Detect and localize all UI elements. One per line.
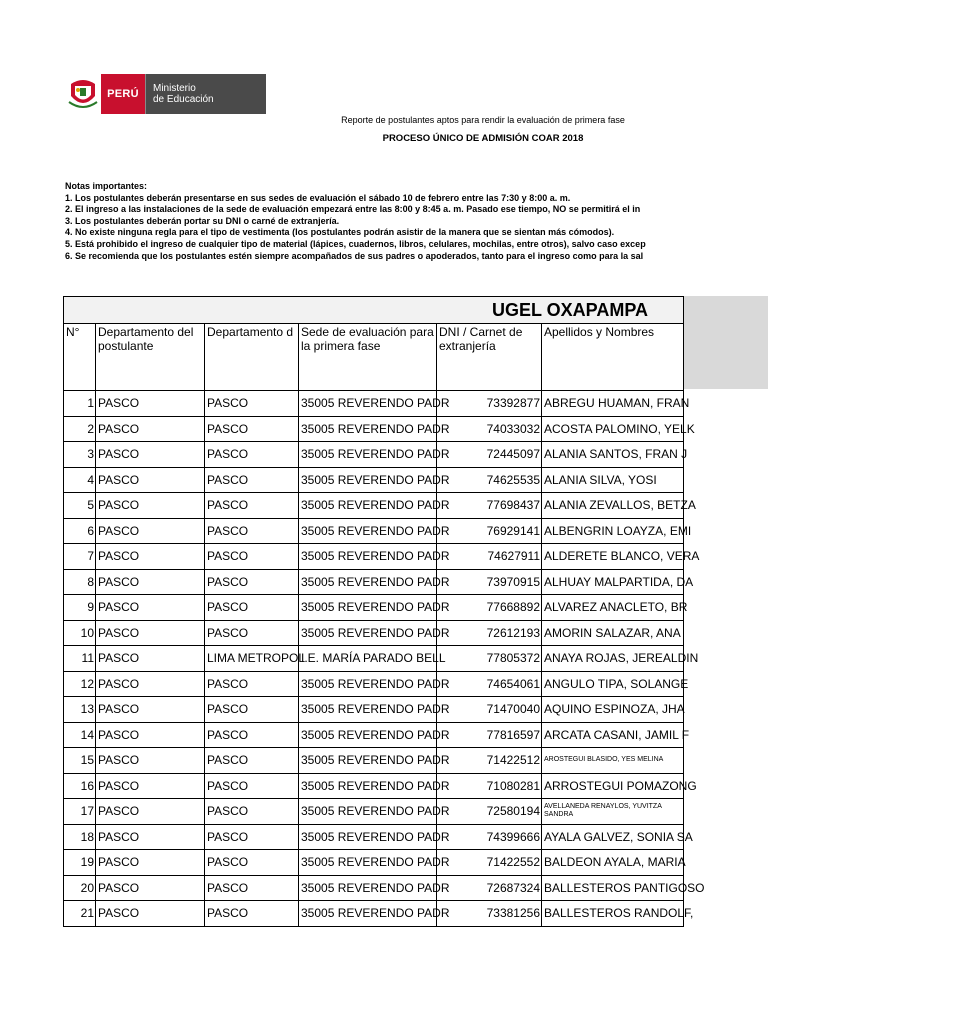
- cell-number: 5: [64, 493, 96, 519]
- table-row: [64, 671, 684, 697]
- cell-number: 8: [64, 569, 96, 595]
- cell-number: 4: [64, 467, 96, 493]
- table-row: [64, 391, 684, 417]
- cell-dni: 73392877: [437, 391, 542, 417]
- table-row: [64, 544, 684, 570]
- cell-department-2: PASCO: [205, 442, 299, 468]
- cell-number: 12: [64, 671, 96, 697]
- table-row: [64, 748, 684, 774]
- cell-department-2: PASCO: [205, 544, 299, 570]
- cell-department: PASCO: [96, 646, 205, 672]
- cell-dni: 77698437: [437, 493, 542, 519]
- cell-department: PASCO: [96, 518, 205, 544]
- cell-venue: 35005 REVERENDO PADR: [299, 620, 437, 646]
- cell-department: PASCO: [96, 901, 205, 927]
- ugel-title: UGEL OXAPAMPA: [492, 299, 649, 320]
- cell-dni: 72580194: [437, 799, 542, 825]
- cell-name: ALANIA ZEVALLOS, BETZA: [542, 493, 684, 519]
- table-row: [64, 595, 684, 621]
- cell-department-2: PASCO: [205, 901, 299, 927]
- cell-department: PASCO: [96, 569, 205, 595]
- cell-name: ARCATA CASANI, JAMIL F: [542, 722, 684, 748]
- cell-name: AROSTEGUI BLASIDO, YES MELINA: [542, 748, 684, 774]
- cell-name: AVELLANEDA RENAYLOS, YUVITZA SANDRA: [542, 799, 684, 825]
- cell-department-2: PASCO: [205, 722, 299, 748]
- cell-name: ALANIA SANTOS, FRAN J: [542, 442, 684, 468]
- cell-venue: 35005 REVERENDO PADR: [299, 518, 437, 544]
- cell-department: PASCO: [96, 799, 205, 825]
- cell-department-2: PASCO: [205, 697, 299, 723]
- applicants-table: [63, 296, 705, 927]
- cell-department: PASCO: [96, 391, 205, 417]
- cell-dni: 72445097: [437, 442, 542, 468]
- cell-name: ACOSTA PALOMINO, YELK: [542, 416, 684, 442]
- cell-number: 19: [64, 850, 96, 876]
- cell-name: ABREGU HUAMAN, FRAN: [542, 391, 684, 417]
- cell-number: 14: [64, 722, 96, 748]
- cell-dni: 76929141: [437, 518, 542, 544]
- cell-department-2: PASCO: [205, 569, 299, 595]
- cell-number: 13: [64, 697, 96, 723]
- cell-department: PASCO: [96, 416, 205, 442]
- note-item: 5. Está prohibido el ingreso de cualquier tipo de material (lápices, cuadernos, libros, celulares, mochilas, entre otros), salvo caso excep: [65, 238, 646, 249]
- cell-department-2: LIMA METROPOL: [205, 646, 299, 672]
- cell-dni: 71422552: [437, 850, 542, 876]
- cell-department-2: PASCO: [205, 850, 299, 876]
- cell-venue: 35005 REVERENDO PADR: [299, 722, 437, 748]
- table-row: [64, 569, 684, 595]
- table-row: [64, 722, 684, 748]
- note-item: 4. No existe ninguna regla para el tipo de vestimenta (los postulantes podrán asistir de la manera que se sientan más cómodos).: [65, 227, 615, 238]
- cell-department-2: PASCO: [205, 875, 299, 901]
- logo-country-label: PERÚ: [101, 74, 145, 114]
- cell-name: ALANIA SILVA, YOSI: [542, 467, 684, 493]
- cell-department: PASCO: [96, 493, 205, 519]
- cell-number: 7: [64, 544, 96, 570]
- cell-number: 6: [64, 518, 96, 544]
- cell-dni: 77805372: [437, 646, 542, 672]
- table-row: [64, 620, 684, 646]
- note-item: 6. Se recomienda que los postulantes estén siempre acompañados de sus padres o apoderados, tanto para el ingreso como para la sal: [65, 250, 644, 261]
- cell-name: BALDEON AYALA, MARIA: [542, 850, 684, 876]
- cell-number: 17: [64, 799, 96, 825]
- col-header-department-2: Departamento d: [205, 324, 299, 391]
- coat-of-arms-icon: [65, 74, 101, 114]
- col-header-dni: DNI / Carnet de extranjería: [437, 324, 542, 391]
- cell-venue: 35005 REVERENDO PADR: [299, 748, 437, 774]
- cell-department-2: PASCO: [205, 799, 299, 825]
- cell-dni: 71080281: [437, 773, 542, 799]
- cell-name: AYALA GALVEZ, SONIA SA: [542, 824, 684, 850]
- cell-name: ALVAREZ ANACLETO, BR: [542, 595, 684, 621]
- cell-department-2: PASCO: [205, 518, 299, 544]
- cell-department-2: PASCO: [205, 595, 299, 621]
- cell-venue: 35005 REVERENDO PADR: [299, 416, 437, 442]
- cell-name: BALLESTEROS RANDOLF,: [542, 901, 684, 927]
- cell-number: 3: [64, 442, 96, 468]
- cell-name: ALHUAY MALPARTIDA, DA: [542, 569, 684, 595]
- cell-number: 10: [64, 620, 96, 646]
- cell-department: PASCO: [96, 697, 205, 723]
- cell-venue: 35005 REVERENDO PADR: [299, 799, 437, 825]
- cell-venue: 35005 REVERENDO PADR: [299, 901, 437, 927]
- cell-department: PASCO: [96, 620, 205, 646]
- process-title: PROCESO ÚNICO DE ADMISIÓN COAR 2018: [382, 133, 584, 144]
- table-row: [64, 518, 684, 544]
- cell-department: PASCO: [96, 722, 205, 748]
- cell-number: 9: [64, 595, 96, 621]
- cell-dni: 74033032: [437, 416, 542, 442]
- cell-dni: 73381256: [437, 901, 542, 927]
- table-row: [64, 416, 684, 442]
- cell-department-2: PASCO: [205, 493, 299, 519]
- cell-department-2: PASCO: [205, 824, 299, 850]
- cell-department-2: PASCO: [205, 416, 299, 442]
- cell-department: PASCO: [96, 748, 205, 774]
- cell-dni: 71422512: [437, 748, 542, 774]
- cell-name: ALDERETE BLANCO, VERA: [542, 544, 684, 570]
- cell-number: 11: [64, 646, 96, 672]
- table-row: [64, 442, 684, 468]
- cell-venue: 35005 REVERENDO PADR: [299, 595, 437, 621]
- cell-dni: 72612193: [437, 620, 542, 646]
- table-row: [64, 697, 684, 723]
- col-header-number: N°: [64, 324, 96, 391]
- cell-name: ANAYA ROJAS, JEREALDIN: [542, 646, 684, 672]
- col-header-venue: Sede de evaluación para la primera fase: [299, 324, 437, 391]
- col-header-department: Departamento del postulante: [96, 324, 205, 391]
- cell-name: AMORIN SALAZAR, ANA: [542, 620, 684, 646]
- table-row: [64, 493, 684, 519]
- cell-number: 16: [64, 773, 96, 799]
- header-row: [64, 324, 684, 391]
- cell-department: PASCO: [96, 875, 205, 901]
- header-fill-area: [683, 296, 768, 389]
- col-header-name: Apellidos y Nombres: [542, 324, 684, 391]
- cell-dni: 74399666: [437, 824, 542, 850]
- cell-name: BALLESTEROS PANTIGOSO: [542, 875, 684, 901]
- important-notes: [65, 181, 685, 262]
- table-row: [64, 901, 684, 927]
- cell-dni: 74627911: [437, 544, 542, 570]
- cell-venue: 35005 REVERENDO PADR: [299, 544, 437, 570]
- cell-venue: 35005 REVERENDO PADR: [299, 671, 437, 697]
- cell-department: PASCO: [96, 773, 205, 799]
- cell-venue: 35005 REVERENDO PADR: [299, 569, 437, 595]
- cell-venue: 35005 REVERENDO PADR: [299, 467, 437, 493]
- cell-dni: 77816597: [437, 722, 542, 748]
- cell-number: 15: [64, 748, 96, 774]
- cell-department: PASCO: [96, 850, 205, 876]
- cell-department: PASCO: [96, 824, 205, 850]
- table-row: [64, 850, 684, 876]
- cell-department: PASCO: [96, 671, 205, 697]
- note-item: 2. El ingreso a las instalaciones de la sede de evaluación empezará entre las 8:00 y 8:45 a. m. Pasado ese tiempo, NO se permitirá el in: [65, 204, 641, 215]
- cell-number: 20: [64, 875, 96, 901]
- cell-department-2: PASCO: [205, 391, 299, 417]
- cell-venue: 35005 REVERENDO PADR: [299, 850, 437, 876]
- cell-number: 1: [64, 391, 96, 417]
- cell-dni: 74654061: [437, 671, 542, 697]
- cell-dni: 77668892: [437, 595, 542, 621]
- table-row: [64, 773, 684, 799]
- table-row: [64, 646, 684, 672]
- cell-department-2: PASCO: [205, 467, 299, 493]
- table-row: [64, 799, 684, 825]
- cell-dni: 73970915: [437, 569, 542, 595]
- cell-venue: 35005 REVERENDO PADR: [299, 697, 437, 723]
- cell-venue: 35005 REVERENDO PADR: [299, 824, 437, 850]
- cell-name: ALBENGRIN LOAYZA, EMI: [542, 518, 684, 544]
- cell-name: ANGULO TIPA, SOLANGE: [542, 671, 684, 697]
- cell-department-2: PASCO: [205, 620, 299, 646]
- table-row: [64, 467, 684, 493]
- note-item: 3. Los postulantes deberán portar su DNI o carné de extranjería.: [65, 215, 340, 226]
- report-title: Reporte de postulantes aptos para rendir la evaluación de primera fase: [341, 115, 625, 125]
- cell-name: AQUINO ESPINOZA, JHA: [542, 697, 684, 723]
- cell-number: 2: [64, 416, 96, 442]
- cell-department: PASCO: [96, 595, 205, 621]
- minedu-logo: [65, 74, 266, 114]
- logo-ministry-label: Ministerio de Educación: [145, 74, 266, 114]
- cell-number: 21: [64, 901, 96, 927]
- cell-dni: 74625535: [437, 467, 542, 493]
- table-row: [64, 824, 684, 850]
- cell-department: PASCO: [96, 544, 205, 570]
- cell-venue: 35005 REVERENDO PADR: [299, 773, 437, 799]
- cell-department: PASCO: [96, 442, 205, 468]
- cell-department: PASCO: [96, 467, 205, 493]
- cell-dni: 72687324: [437, 875, 542, 901]
- notes-heading: Notas importantes:: [65, 181, 148, 191]
- note-item: 1. Los postulantes deberán presentarse en sus sedes de evaluación el sábado 10 de febrero entre las 7:30 y 8:00 a. m.: [65, 192, 571, 203]
- cell-venue: 35005 REVERENDO PADR: [299, 391, 437, 417]
- cell-department-2: PASCO: [205, 748, 299, 774]
- cell-number: 18: [64, 824, 96, 850]
- cell-dni: 71470040: [437, 697, 542, 723]
- ugel-row: [64, 297, 684, 324]
- cell-name: ARROSTEGUI POMAZONG: [542, 773, 684, 799]
- cell-department-2: PASCO: [205, 671, 299, 697]
- cell-venue: 35005 REVERENDO PADR: [299, 493, 437, 519]
- table-row: [64, 875, 684, 901]
- cell-department-2: PASCO: [205, 773, 299, 799]
- cell-venue: 35005 REVERENDO PADR: [299, 442, 437, 468]
- cell-venue: 35005 REVERENDO PADR: [299, 875, 437, 901]
- cell-venue: I.E. MARÍA PARADO BELL: [299, 646, 437, 672]
